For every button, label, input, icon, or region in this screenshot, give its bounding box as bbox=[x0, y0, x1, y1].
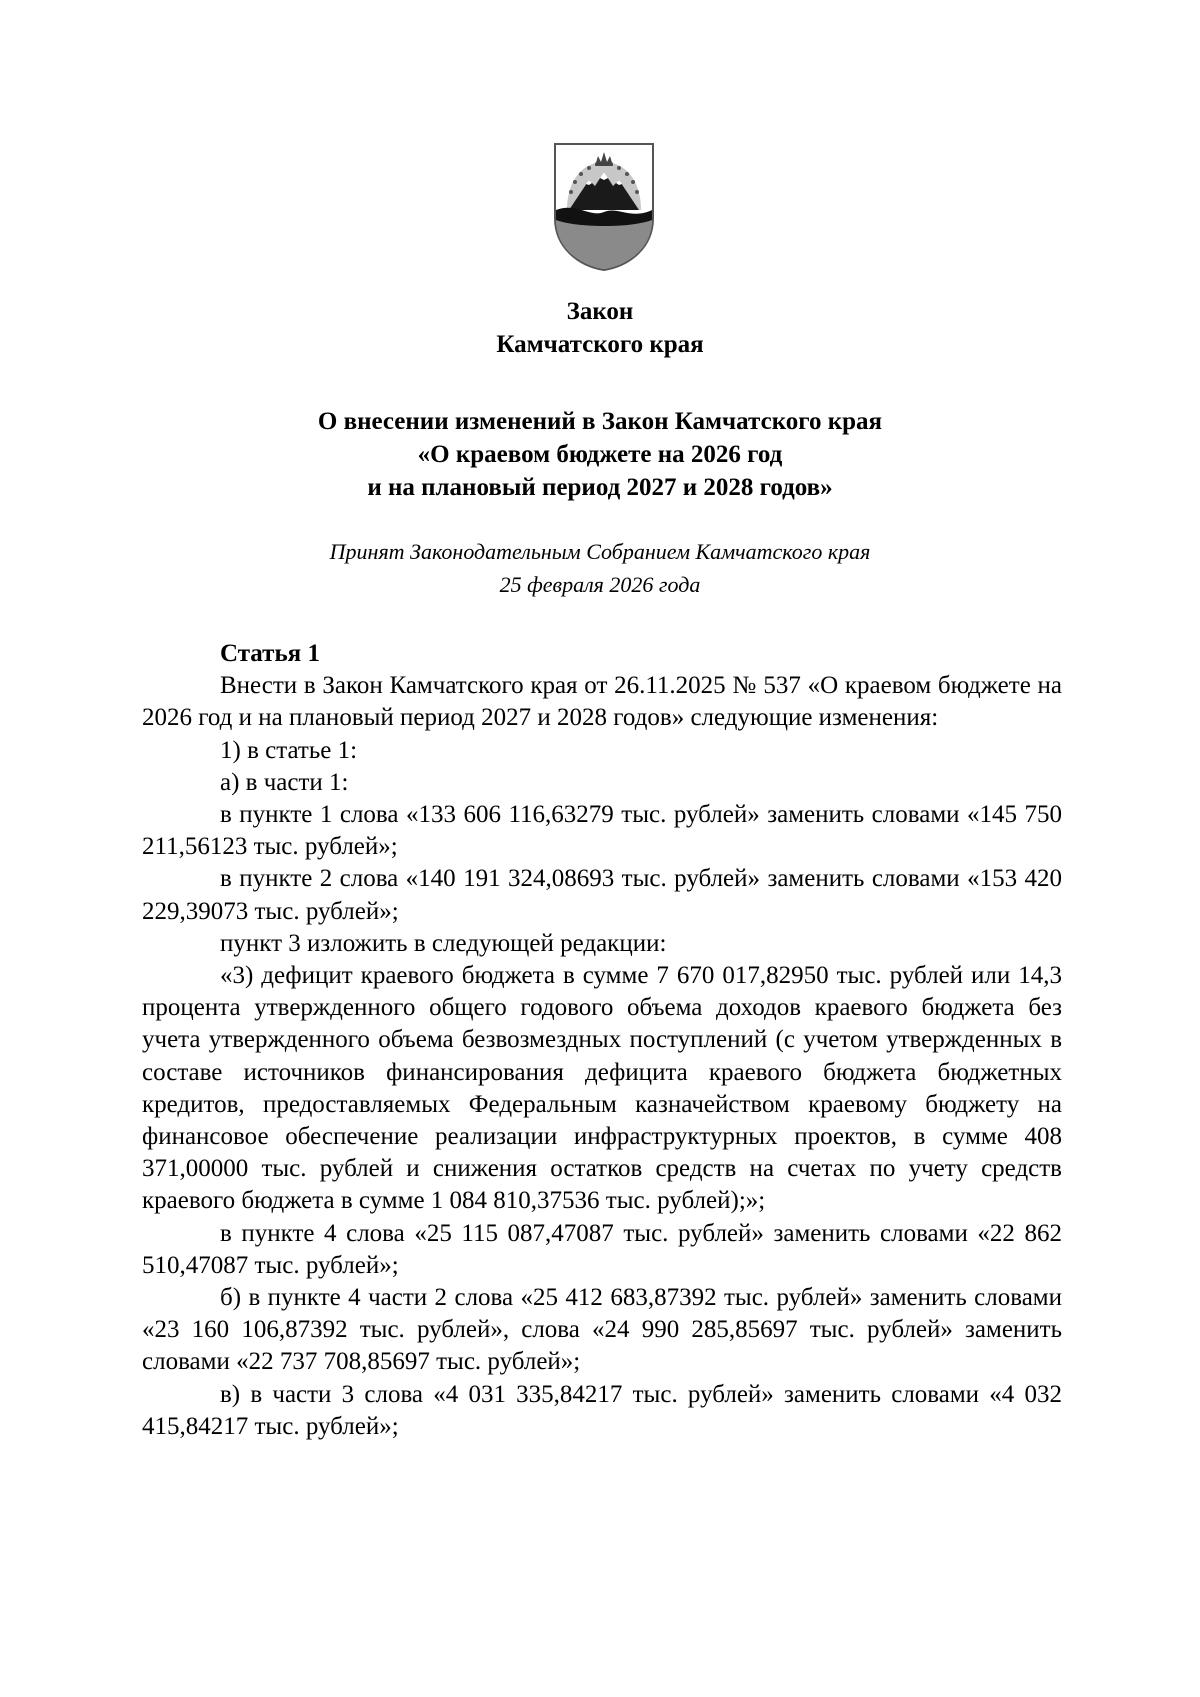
law-subject-line-3: и на плановый период 2027 и 2028 годов» bbox=[367, 474, 833, 501]
adoption-note bbox=[0, 535, 1200, 601]
paragraph: Внести в Закон Камчатского края от 26.11.2025 № 537 «О краевом бюджете на 2026 год и на плановый период 2027 и 2028 годов» следующие изменения: bbox=[142, 672, 1062, 732]
paragraph: 1) в статье 1: bbox=[220, 736, 358, 764]
adoption-body: Принят Законодательным Собранием Камчатского края bbox=[329, 539, 871, 564]
paragraph: б) в пункте 4 части 2 слова «25 412 683,87392 тыс. рублей» заменить словами «23 160 106,87392 тыс. рублей», слова «24 990 285,85697 тыс. рублей» заменить словами «22 737 708,85697 тыс. рублей»; bbox=[142, 1284, 1062, 1376]
law-title bbox=[0, 295, 1200, 361]
law-subject bbox=[0, 405, 1200, 504]
law-subject-line-2: «О краевом бюджете на 2026 год bbox=[417, 441, 783, 468]
law-region-line: Камчатского края bbox=[496, 331, 704, 358]
paragraph: «3) дефицит краевого бюджета в сумме 7 670 017,82950 тыс. рублей или 14,3 процента утвержденного общего годового объема доходов краевого бюджета без учета утвержденного объема безвозмездных поступлений (с учетом утвержденных в составе источников финансирования дефицита краевого бюджета бюджетных кредитов, предоставляемых Федеральным казначейством краевому бюджету на финансовое обеспечение реализации инфраструктурных проектов, в сумме 408 371,00000 тыс. рублей и снижения остатков средств на счетах по учету средств краевого бюджета в сумме 1 084 810,37536 тыс. рублей);»; bbox=[142, 962, 1062, 1215]
paragraph: а) в части 1: bbox=[220, 768, 349, 796]
article-heading: Статья 1 bbox=[220, 640, 320, 667]
paragraph: пункт 3 изложить в следующей редакции: bbox=[220, 929, 667, 957]
law-body bbox=[142, 638, 1062, 1443]
law-title-line: Закон bbox=[566, 298, 634, 325]
adoption-date: 25 февраля 2026 года bbox=[499, 572, 701, 597]
paragraph: в пункте 4 слова «25 115 087,47087 тыс. рублей» заменить словами «22 862 510,47087 тыс. рублей»; bbox=[142, 1219, 1062, 1279]
law-subject-line-1: О внесении изменений в Закон Камчатского края bbox=[317, 408, 883, 435]
paragraph: в пункте 2 слова «140 191 324,08693 тыс. рублей» заменить словами «153 420 229,39073 тыс. рублей»; bbox=[142, 865, 1062, 925]
kamchatka-coat-of-arms-icon bbox=[551, 140, 657, 272]
paragraph: в) в части 3 слова «4 031 335,84217 тыс. рублей» заменить словами «4 032 415,84217 тыс. рублей»; bbox=[142, 1380, 1062, 1440]
paragraph: в пункте 1 слова «133 606 116,63279 тыс. рублей» заменить словами «145 750 211,56123 тыс. рублей»; bbox=[142, 801, 1062, 861]
